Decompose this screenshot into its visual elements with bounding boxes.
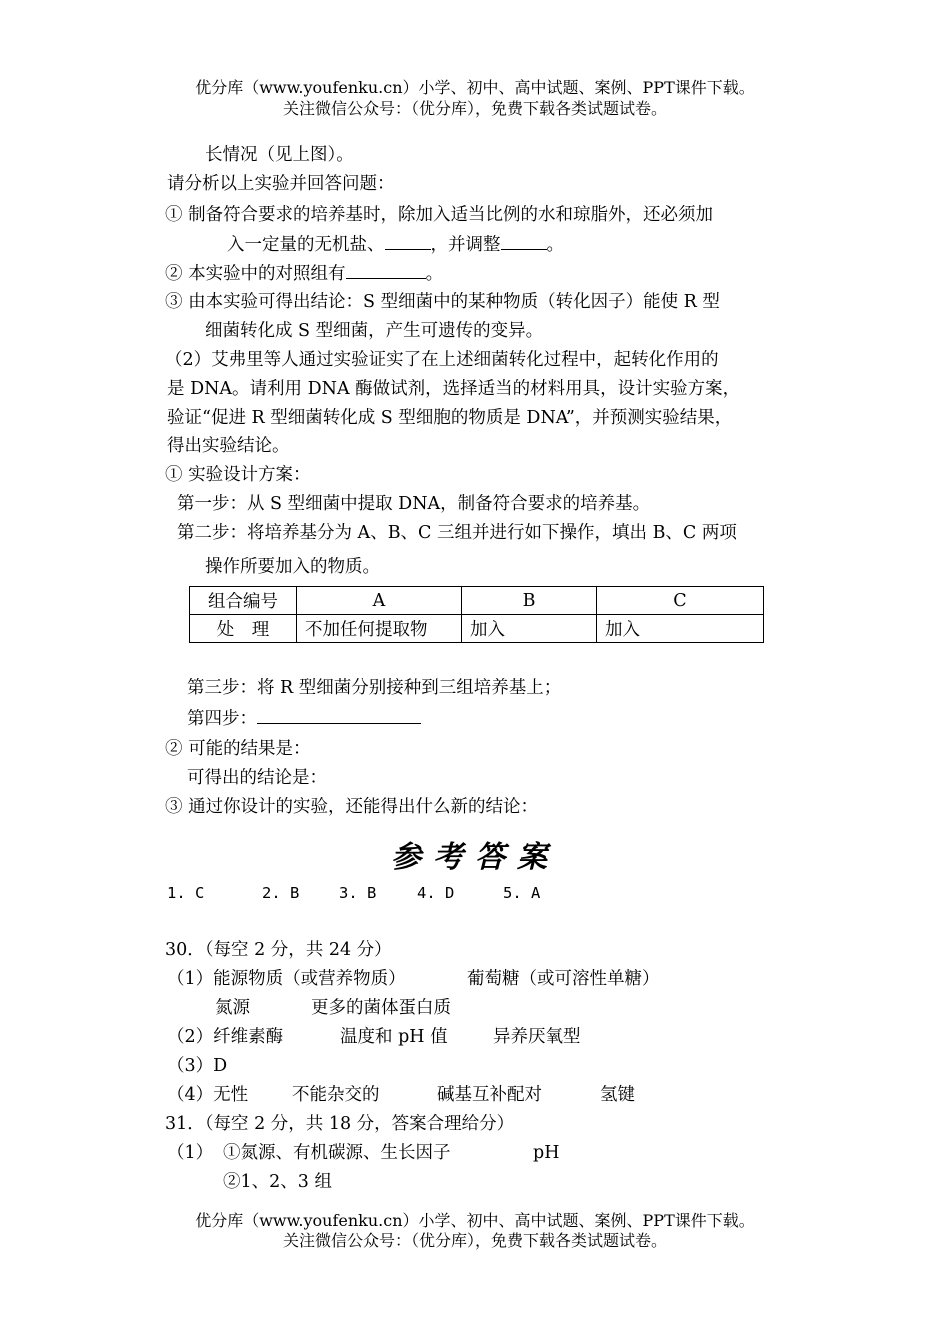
answer-blank[interactable]: [501, 232, 547, 250]
q2-text-a: ② 本实验中的对照组有: [165, 264, 346, 284]
footer-line-1: 优分库（www.youfenku.cn）小学、初中、高中试题、案例、PPT课件下载。: [195, 1211, 755, 1230]
q1-text-a: 入一定量的无机盐、: [227, 235, 385, 255]
table-header-cell: C: [597, 587, 764, 615]
table-cell: 处 理: [190, 615, 297, 643]
q30-row-4: （3）D: [167, 1056, 228, 1076]
table-header-row: [190, 587, 764, 615]
new-conclusion-line: ③ 通过你设计的实验，还能得出什么新的结论：: [165, 797, 539, 817]
answers-title: 参考答案: [391, 840, 559, 875]
answer-text: 异养厌氧型: [493, 1027, 581, 1047]
q1-text-c: 。: [546, 235, 564, 255]
result-line: ② 可能的结果是：: [165, 739, 311, 759]
answer-text: 温度和 pH 值: [340, 1027, 448, 1047]
answer-text: 不能杂交的: [292, 1085, 380, 1105]
q1-line-1: ① 制备符合要求的培养基时，除加入适当比例的水和琼脂外，还必须加: [165, 205, 714, 225]
answer-text: 氢键: [600, 1085, 635, 1105]
table-row: [190, 615, 764, 643]
answer-text: （2）纤维素酶: [167, 1027, 284, 1047]
q30-row-2: [215, 996, 451, 1020]
q30-row-1: [167, 967, 660, 991]
table-header-cell: A: [297, 587, 462, 615]
step-2-line-1: 第二步：将培养基分为 A、B、C 三组并进行如下操作，填出 B、C 两项: [177, 523, 737, 543]
part2-line-4: 得出实验结论。: [167, 436, 290, 456]
answer-text: （1）: [167, 1143, 214, 1163]
answer-text: （1）能源物质（或营养物质）: [167, 969, 406, 989]
conclusion-line: 可得出的结论是：: [187, 768, 327, 788]
group-table: [189, 586, 764, 643]
answer-text: 更多的菌体蛋白质: [311, 998, 451, 1018]
prompt-text: 请分析以上实验并回答问题：: [167, 174, 395, 194]
q30-row-5: [167, 1083, 635, 1107]
q2-line: [165, 261, 443, 286]
table-header-cell: 组合编号: [190, 587, 297, 615]
q3-line-2: 细菌转化成 S 型细菌，产生可遗传的变异。: [205, 321, 544, 341]
table-cell[interactable]: 加入: [597, 615, 764, 643]
table-cell[interactable]: 加入: [462, 615, 597, 643]
q31-heading: 31．（每空 2 分，共 18 分，答案合理给分）: [165, 1114, 515, 1134]
q30-row-3: [167, 1025, 581, 1049]
answer-text: ①氮源、有机碳源、生长因子: [223, 1143, 451, 1163]
answer-text: 氮源: [215, 998, 250, 1018]
choice-answer-row: [167, 881, 540, 905]
step-4: [187, 706, 421, 731]
table-cell: 不加任何提取物: [297, 615, 462, 643]
answer-text: pH: [533, 1143, 560, 1163]
choice-answer: 3. B: [339, 884, 377, 902]
choice-answer: 2. B: [262, 884, 300, 902]
q31-row-2: ②1、2、3 组: [223, 1172, 332, 1192]
answer-blank[interactable]: [385, 232, 431, 250]
part2-line-1: （2）艾弗里等人通过实验证实了在上述细菌转化过程中，起转化作用的: [165, 350, 719, 370]
part2-line-2: 是 DNA。请利用 DNA 酶做试剂，选择适当的材料用具，设计实验方案，: [167, 379, 741, 399]
q31-row-1: [167, 1141, 559, 1165]
growth-text: 长情况（见上图）。: [205, 145, 354, 165]
q1-line-2: [227, 232, 564, 257]
answer-text: 葡萄糖（或可溶性单糖）: [467, 969, 660, 989]
part2-line-3: 验证“促进 R 型细菌转化成 S 型细胞的物质是 DNA”，并预测实验结果，: [167, 408, 733, 428]
q3-line-1: ③ 由本实验可得出结论：S 型细菌中的某种物质（转化因子）能使 R 型: [165, 292, 720, 312]
design-heading: ① 实验设计方案：: [165, 465, 311, 485]
choice-answer: 4. D: [417, 884, 455, 902]
q2-text-b: 。: [425, 264, 444, 284]
step-1: 第一步：从 S 型细菌中提取 DNA，制备符合要求的培养基。: [177, 494, 651, 514]
q1-text-b: ，并调整: [430, 235, 501, 255]
step-2-line-2: 操作所要加入的物质。: [205, 557, 380, 577]
choice-answer: 5. A: [503, 884, 541, 902]
q30-heading: 30．（每空 2 分，共 24 分）: [165, 940, 392, 960]
footer-line-2: 关注微信公众号：（优分库），免费下载各类试题试卷。: [282, 1231, 667, 1250]
header-line-1: 优分库（www.youfenku.cn）小学、初中、高中试题、案例、PPT课件下载。: [195, 78, 755, 97]
answer-blank[interactable]: [257, 706, 421, 724]
choice-answer: 1. C: [167, 884, 205, 902]
step-4-label: 第四步：: [187, 709, 257, 729]
answer-blank[interactable]: [346, 261, 426, 279]
answer-text: 碱基互补配对: [437, 1085, 542, 1105]
header-line-2: 关注微信公众号：（优分库），免费下载各类试题试卷。: [282, 99, 667, 118]
table-header-cell: B: [462, 587, 597, 615]
step-3: 第三步：将 R 型细菌分别接种到三组培养基上；: [187, 678, 562, 698]
answer-text: （4）无性: [167, 1085, 249, 1105]
